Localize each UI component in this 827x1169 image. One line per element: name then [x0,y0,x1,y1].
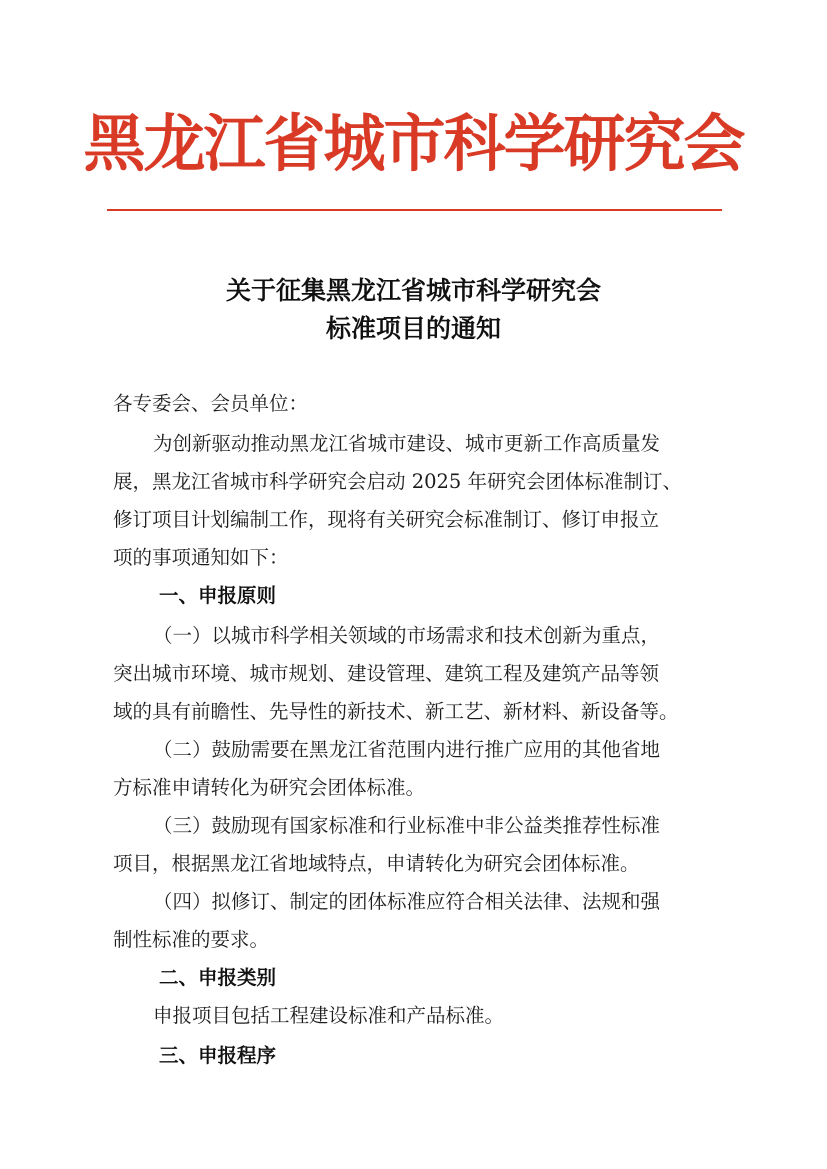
organization-letterhead: 黑龙江省城市科学研究会 [83,107,744,180]
principle-4-line: （四）拟修订、制定的团体标准应符合相关法律、法规和强 [153,890,661,913]
principle-1-line: （一）以城市科学相关领域的市场需求和技术创新为重点， [153,624,661,647]
document-title-line2: 标准项目的通知 [325,314,501,343]
principle-3-line: （三）鼓励现有国家标准和行业标准中非公益类推荐性标准 [153,814,661,837]
section-heading-principles: 一、申报原则 [159,584,277,607]
principle-1-line: 域的具有前瞻性、先导性的新技术、新工艺、新材料、新设备等。 [113,700,679,723]
principle-4-line: 制性标准的要求。 [113,928,270,951]
intro-line: 为创新驱动推动黑龙江省城市建设、城市更新工作高质量发 [153,432,661,455]
principle-3-line: 项目，根据黑龙江省地域特点，申请转化为研究会团体标准。 [113,852,640,875]
intro-line: 项的事项通知如下： [113,546,289,569]
principle-2-line: 方标准申请转化为研究会团体标准。 [113,776,426,799]
principle-2-line: （二）鼓励需要在黑龙江省范围内进行推广应用的其他省地 [153,738,661,761]
letterhead-divider [107,209,722,211]
document-title-line1: 关于征集黑龙江省城市科学研究会 [225,276,601,305]
section-heading-procedure: 三、申报程序 [159,1044,277,1067]
categories-text: 申报项目包括工程建设标准和产品标准。 [153,1004,505,1027]
intro-line: 修订项目计划编制工作，现将有关研究会标准制订、修订申报立 [113,508,660,531]
section-heading-categories: 二、申报类别 [159,966,277,989]
principle-1-line: 突出城市环境、城市规划、建设管理、建筑工程及建筑产品等领 [113,662,660,685]
intro-line: 展，黑龙江省城市科学研究会启动 2025 年研究会团体标准制订、 [113,470,683,493]
salutation: 各专委会、会员单位： [113,392,309,415]
